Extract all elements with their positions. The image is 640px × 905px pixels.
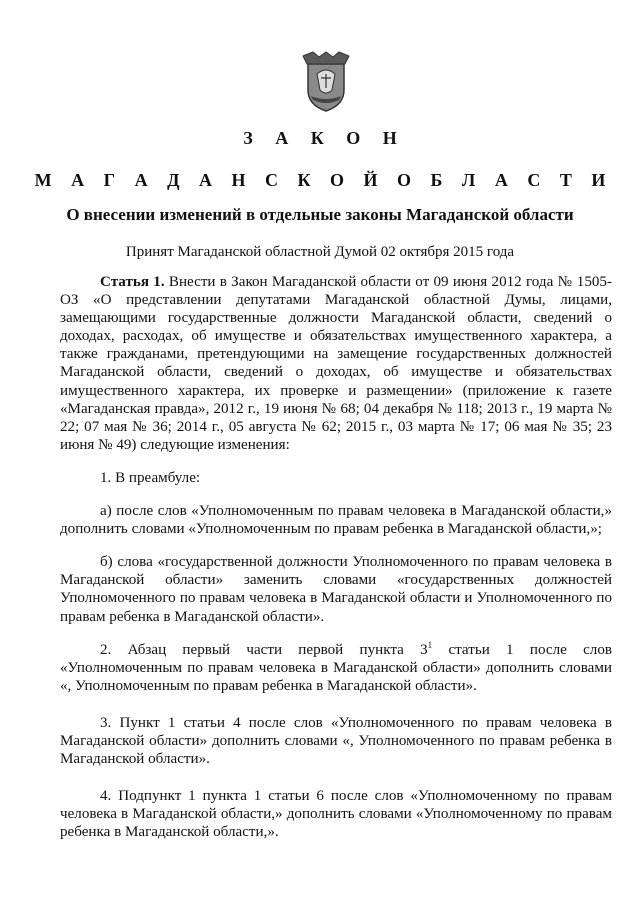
item-3-paragraph: 3. Пункт 1 статьи 4 после слов «Уполномоченного по правам человека в Магаданской области» дополнить словами «, Уполномоченного по правам ребенка в Магаданской области». (60, 714, 612, 768)
law-body (60, 273, 612, 841)
document-type-title: З А К О Н (243, 128, 406, 148)
article-1-paragraph (60, 273, 612, 454)
article-1-label: Статья 1. (100, 274, 165, 290)
adoption-line: Принят Магаданской областной Думой 02 октября 2015 года (125, 244, 515, 260)
item-2-text-end: статьи 1 после слов «Уполномоченным по правам человека в Магаданской области» дополнить словами «, Уполномоченным по правам ребенка в Магаданской области». (60, 641, 612, 694)
item-2-text-start: 2. Абзац первый части первой пункта 3 (100, 641, 428, 658)
item-2-paragraph (60, 641, 612, 695)
article-1-text: Внести в Закон Магаданской области от 09 июня 2012 года № 1505-ОЗ «О представлении депутатами Магаданской областной Думы, лицами, замещающими государственные должности Магаданской области, сведений о доходах, расходах, об имуществе и обязательствах имущественного характера, а также гражданами, претендующими на замещение государственных должностей Магаданской области, сведений о доходах, об имуществе и обязательствах имущественного характера, их проверке и размещении» (приложение к газете «Магаданская правда», 2012 г., 19 июня № 68; 04 декабря № 118; 2013 г., 19 марта № 22; 07 мая № 36; 2014 г., 05 августа № 62; 2015 г., 03 марта № 17; 06 мая № 35; 23 июня № 49) следующие изменения: (60, 274, 612, 453)
item-1-paragraph: 1. В преамбуле: (100, 469, 201, 486)
item-2-superscript: 1 (427, 639, 433, 650)
item-1b-paragraph: б) слова «государственной должности Уполномоченного по правам человека в Магаданской области» заменить словами «государственных должностей Уполномоченного по правам человека в Магаданской области и Уполномоченного по правам ребенка в Магаданской области». (60, 554, 612, 625)
item-1a-paragraph: а) после слов «Уполномоченным по правам человека в Магаданской области,» дополнить словами «Уполномоченным по правам ребенка в Магаданской области,»; (60, 503, 612, 538)
item-4-paragraph: 4. Подпункт 1 пункта 1 статьи 6 после слов «Уполномоченному по правам человека в Магаданской области,» дополнить словами «Уполномоченному по правам ребенка в Магаданской области,». (60, 788, 612, 841)
region-title: М А Г А Д А Н С К О Й О Б Л А С Т И (34, 170, 613, 190)
law-subject-heading: О внесении изменений в отдельные законы Магаданской области (66, 205, 574, 224)
coat-of-arms-icon (299, 50, 353, 112)
